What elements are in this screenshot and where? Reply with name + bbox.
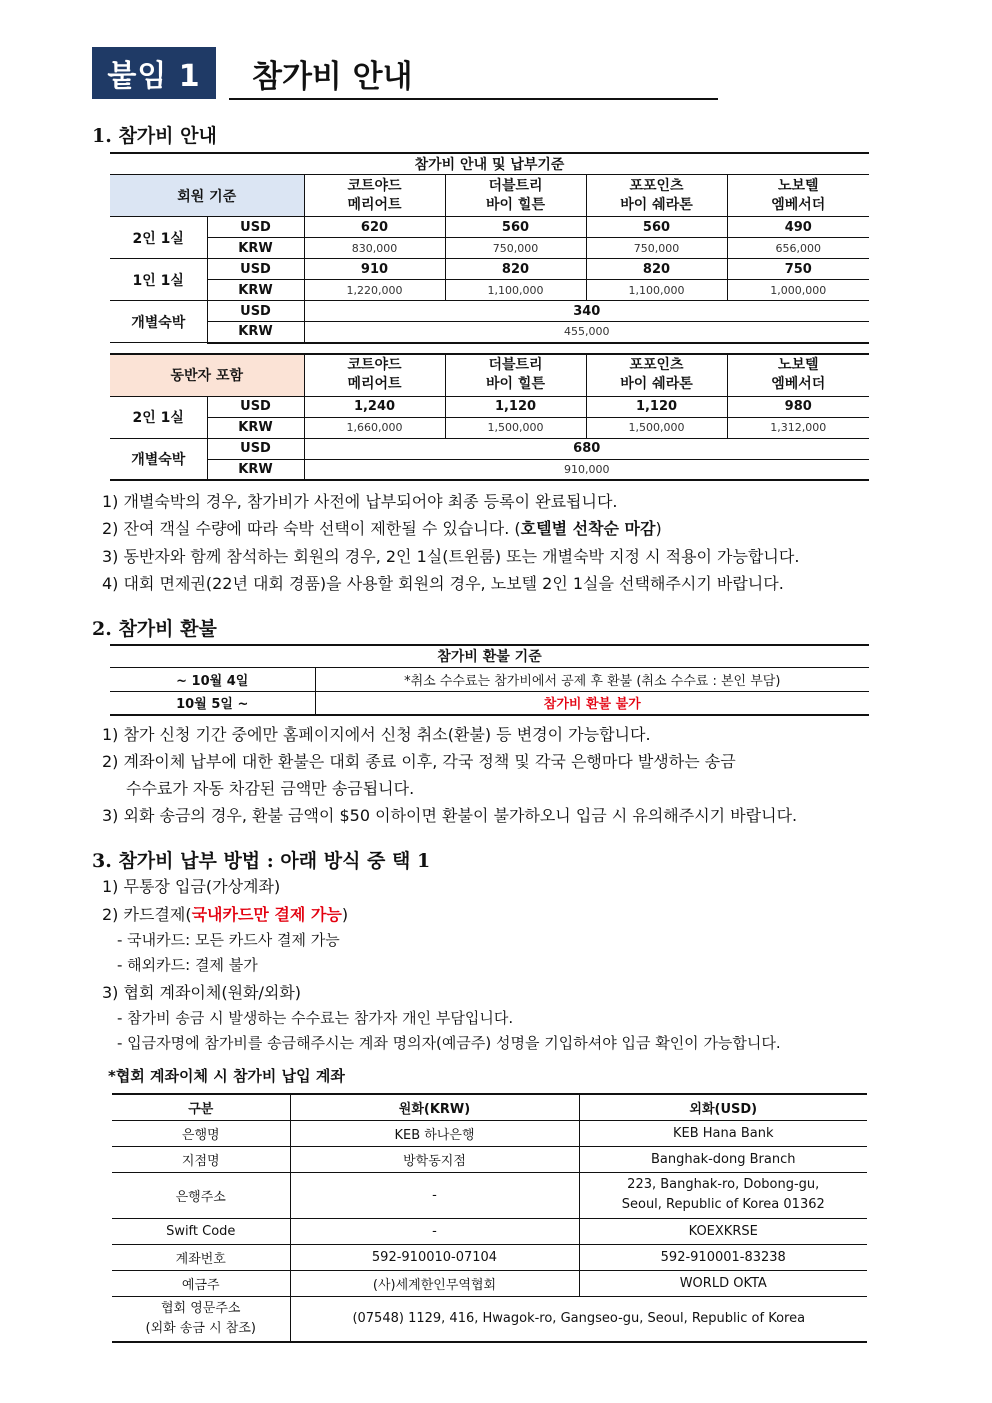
table-row <box>110 667 869 691</box>
usd-value: Banghak-dong Branch <box>579 1146 867 1172</box>
currency-label: KRW <box>207 238 304 259</box>
price-usd: 820 <box>586 259 727 280</box>
hotel-header: 더블트리 바이 힐튼 <box>445 175 586 217</box>
price-krw: 750,000 <box>586 238 727 259</box>
column-header: 원화(KRW) <box>290 1094 579 1120</box>
room-type-label: 개별숙박 <box>110 438 207 480</box>
row-label: 협회 영문주소 (외화 송금 시 참조) <box>112 1296 290 1342</box>
usd-value: KOEXKRSE <box>579 1218 867 1244</box>
price-usd: 620 <box>304 217 445 238</box>
title-underline <box>229 98 718 100</box>
krw-value: (사)세계한인무역협회 <box>290 1270 579 1296</box>
hotel-header: 포포인츠 바이 쉐라톤 <box>586 354 727 396</box>
address-value: (07548) 1129, 416, Hwagok-ro, Gangseo-gu, Seoul, Republic of Korea <box>290 1296 867 1342</box>
payment-method-3: 3) 협회 계좌이체(원화/외화) <box>102 983 302 1002</box>
price-usd: 1,240 <box>304 396 445 417</box>
row-label: 지점명 <box>112 1146 290 1172</box>
payment-sub-note: - 참가비 송금 시 발생하는 수수료는 참가자 개인 부담입니다. <box>117 1009 514 1027</box>
room-type-label: 개별숙박 <box>110 301 207 343</box>
row-label: 은행주소 <box>112 1172 290 1218</box>
hotel-header: 코트야드 메리어트 <box>304 175 445 217</box>
table-row <box>112 1244 867 1270</box>
price-usd: 910 <box>304 259 445 280</box>
row-label: 계좌번호 <box>112 1244 290 1270</box>
price-usd: 560 <box>445 217 586 238</box>
row-label: 은행명 <box>112 1120 290 1146</box>
section-1-heading: 1. 참가비 안내 <box>92 125 217 147</box>
table-row <box>110 301 869 322</box>
fee-note: 4) 대회 면제권(22년 대회 경품)을 사용할 회원의 경우, 노보텔 2인 1실을 선택해주시기 바랍니다. <box>102 574 784 593</box>
fee-note: 3) 동반자와 함께 참석하는 회원의 경우, 2인 1실(트윈룸) 또는 개별숙박 지정 시 적용이 가능합니다. <box>102 547 800 566</box>
refund-table <box>110 644 869 716</box>
refund-table-caption: 참가비 환불 기준 <box>110 645 869 667</box>
usd-value: KEB Hana Bank <box>579 1120 867 1146</box>
refund-rule: *취소 수수료는 참가비에서 공제 후 환불 (취소 수수료 : 본인 부담) <box>315 667 869 691</box>
krw-value: KEB 하나은행 <box>290 1120 579 1146</box>
room-type-label: 2인 1실 <box>110 396 207 438</box>
table-row <box>110 396 869 417</box>
price-krw: 750,000 <box>445 238 586 259</box>
table-row <box>112 1270 867 1296</box>
hotel-header: 노보텔 엠베서더 <box>727 354 869 396</box>
account-table-title: *협회 계좌이체 시 참가비 납입 계좌 <box>108 1067 345 1085</box>
refund-period: ~ 10월 4일 <box>110 667 315 691</box>
price-usd: 750 <box>727 259 869 280</box>
column-header: 구분 <box>112 1094 290 1120</box>
refund-note: 1) 참가 신청 기간 중에만 홈페이지에서 신청 취소(환불) 등 변경이 가능합니다. <box>102 725 651 744</box>
usd-value: 592-910001-83238 <box>579 1244 867 1270</box>
price-krw: 656,000 <box>727 238 869 259</box>
table-row <box>110 217 869 238</box>
price-krw: 1,100,000 <box>445 280 586 301</box>
table-row <box>112 1120 867 1146</box>
price-krw: 1,660,000 <box>304 417 445 438</box>
price-usd: 1,120 <box>445 396 586 417</box>
price-krw: 1,500,000 <box>445 417 586 438</box>
column-header: 외화(USD) <box>579 1094 867 1120</box>
member-basis-label: 회원 기준 <box>110 175 304 217</box>
hotel-header: 더블트리 바이 힐튼 <box>445 354 586 396</box>
refund-period: 10월 5일 ~ <box>110 691 315 715</box>
price-krw: 910,000 <box>304 459 869 480</box>
price-usd: 1,120 <box>586 396 727 417</box>
table-row <box>112 1172 867 1218</box>
usd-value: 223, Banghak-ro, Dobong-gu, Seoul, Republic of Korea 01362 <box>579 1172 867 1218</box>
table-row <box>110 459 869 480</box>
fee-note: 1) 개별숙박의 경우, 참가비가 사전에 납부되어야 최종 등록이 완료됩니다. <box>102 492 618 511</box>
refund-note: 3) 외화 송금의 경우, 환불 금액이 $50 이하이면 환불이 불가하오니 입금 시 유의해주시기 바랍니다. <box>102 806 798 825</box>
payment-sub-note: - 입금자명에 참가비를 송금해주시는 계좌 명의자(예금주) 성명을 기입하셔야 입금 확인이 가능합니다. <box>117 1034 781 1052</box>
currency-label: USD <box>207 301 304 322</box>
table-row <box>110 322 869 343</box>
companion-fee-table <box>110 353 869 481</box>
refund-rule: 참가비 환불 불가 <box>315 691 869 715</box>
payment-method-2: 2) 카드결제(국내카드만 결제 가능) <box>102 905 349 924</box>
price-krw: 1,220,000 <box>304 280 445 301</box>
table-row <box>112 1218 867 1244</box>
currency-label: USD <box>207 259 304 280</box>
price-krw: 830,000 <box>304 238 445 259</box>
payment-method-1: 1) 무통장 입금(가상계좌) <box>102 877 281 896</box>
attachment-badge: 붙임 1 <box>92 47 216 99</box>
krw-value: - <box>290 1172 579 1218</box>
table-row <box>110 259 869 280</box>
krw-value: - <box>290 1218 579 1244</box>
currency-label: USD <box>207 217 304 238</box>
row-label: 예금주 <box>112 1270 290 1296</box>
price-krw: 1,312,000 <box>727 417 869 438</box>
fee-table-caption: 참가비 안내 및 납부기준 <box>110 153 869 175</box>
refund-note-continued: 수수료가 자동 차감된 금액만 송금됩니다. <box>126 779 415 798</box>
section-2-heading: 2. 참가비 환불 <box>92 618 217 640</box>
hotel-header: 코트야드 메리어트 <box>304 354 445 396</box>
currency-label: KRW <box>207 280 304 301</box>
krw-value: 방학동지점 <box>290 1146 579 1172</box>
row-label: Swift Code <box>112 1218 290 1244</box>
refund-note: 2) 계좌이체 납부에 대한 환불은 대회 종료 이후, 각국 정책 및 각국 은행마다 발생하는 송금 <box>102 752 736 771</box>
currency-label: KRW <box>207 322 304 343</box>
document-header <box>92 47 718 101</box>
currency-label: KRW <box>207 459 304 480</box>
table-row <box>112 1296 867 1342</box>
price-krw: 455,000 <box>304 322 869 343</box>
page-title: 참가비 안내 <box>252 59 413 95</box>
table-row <box>110 438 869 459</box>
price-krw: 1,100,000 <box>586 280 727 301</box>
table-row <box>110 417 869 438</box>
table-header-row <box>112 1094 867 1120</box>
price-usd: 490 <box>727 217 869 238</box>
price-usd: 340 <box>304 301 869 322</box>
account-table <box>112 1093 867 1343</box>
currency-label: USD <box>207 438 304 459</box>
table-row <box>110 280 869 301</box>
table-row <box>110 691 869 715</box>
currency-label: KRW <box>207 417 304 438</box>
usd-value: WORLD OKTA <box>579 1270 867 1296</box>
member-fee-table <box>110 152 869 344</box>
room-type-label: 2인 1실 <box>110 217 207 259</box>
section-3-heading: 3. 참가비 납부 방법 : 아래 방식 중 택 1 <box>92 850 431 872</box>
payment-sub-note: - 해외카드: 결제 불가 <box>117 956 258 974</box>
price-krw: 1,500,000 <box>586 417 727 438</box>
price-usd: 680 <box>304 438 869 459</box>
price-krw: 1,000,000 <box>727 280 869 301</box>
payment-sub-note: - 국내카드: 모든 카드사 결제 가능 <box>117 931 340 949</box>
hotel-header: 포포인츠 바이 쉐라톤 <box>586 175 727 217</box>
currency-label: USD <box>207 396 304 417</box>
price-usd: 980 <box>727 396 869 417</box>
table-row <box>112 1146 867 1172</box>
price-usd: 820 <box>445 259 586 280</box>
price-usd: 560 <box>586 217 727 238</box>
fee-note: 2) 잔여 객실 수량에 따라 숙박 선택이 제한될 수 있습니다. (호텔별 선착순 마감) <box>102 519 662 538</box>
companion-basis-label: 동반자 포함 <box>110 354 304 396</box>
krw-value: 592-910010-07104 <box>290 1244 579 1270</box>
room-type-label: 1인 1실 <box>110 259 207 301</box>
hotel-header: 노보텔 엠베서더 <box>727 175 869 217</box>
table-row <box>110 238 869 259</box>
